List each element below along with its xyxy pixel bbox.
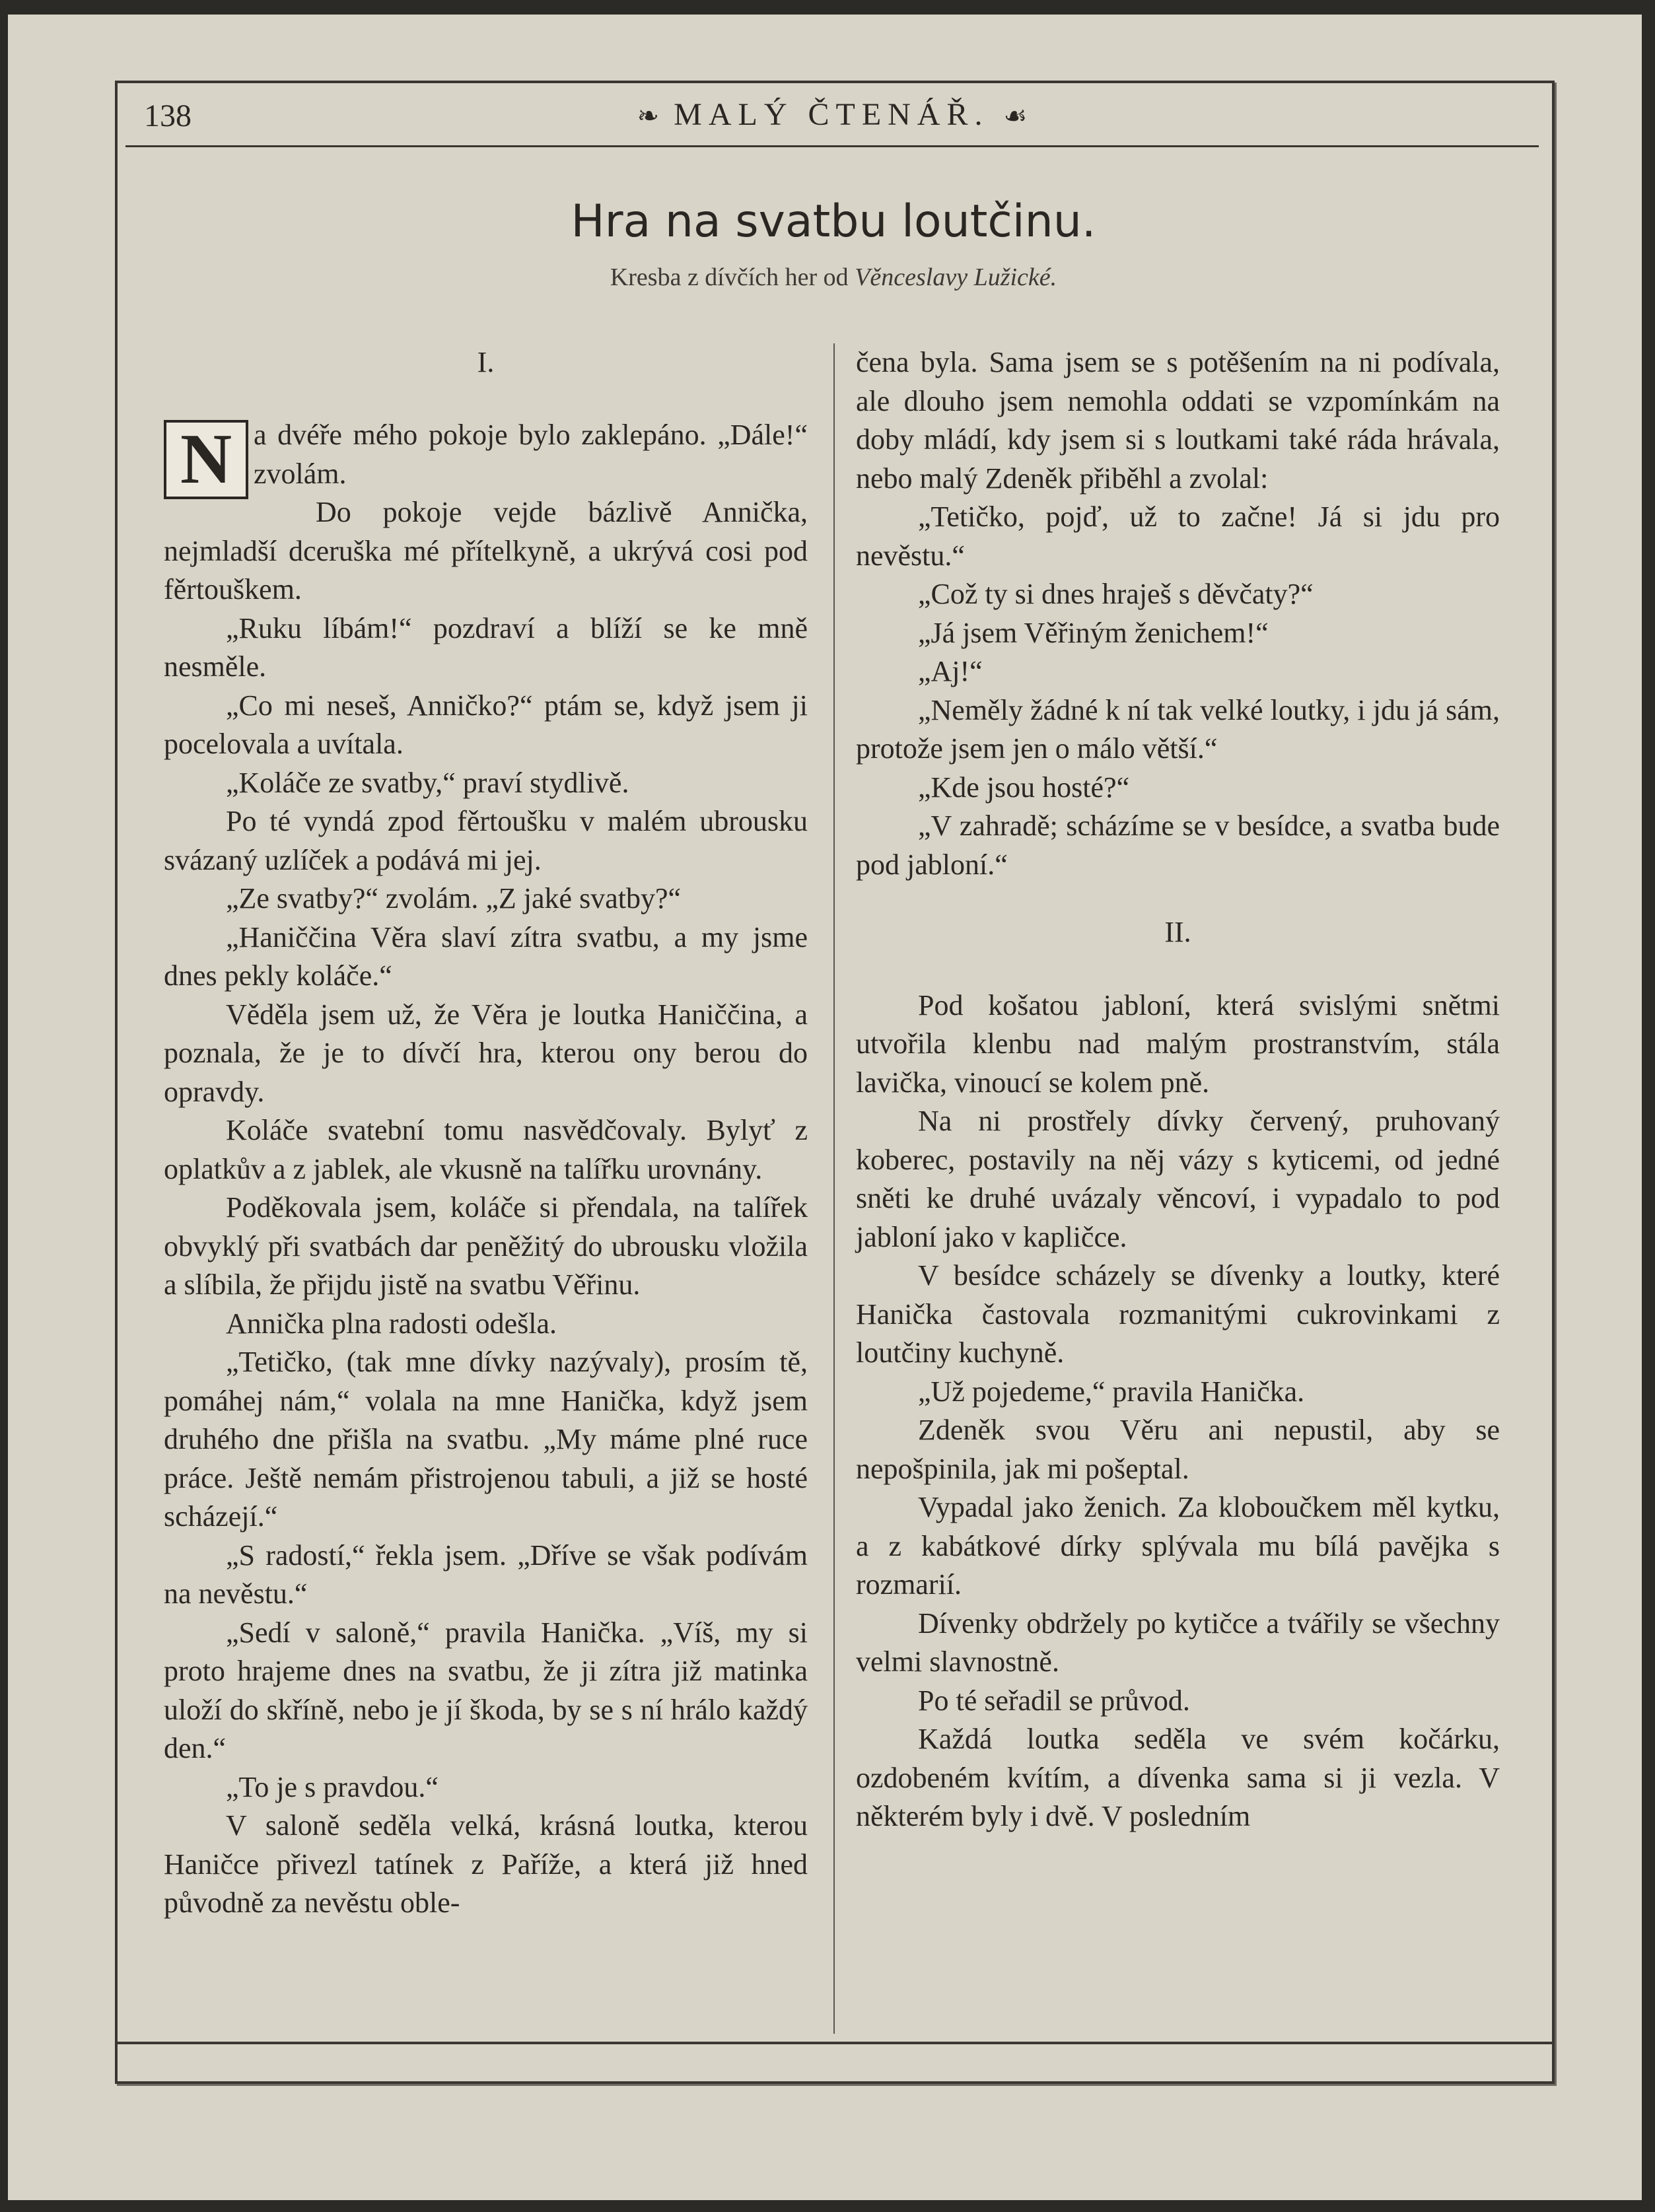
paragraph: „Což ty si dnes hraješ s děvčaty?“ [918, 578, 1314, 610]
paragraph: „Už pojedeme,“ pravila Hanička. [918, 1375, 1305, 1408]
lead-paragraph [164, 416, 808, 499]
paragraph: „Tetičko, (tak mne dívky nazývaly), prosím tě, pomáhej nám,“ volala na mne Hanička, když jsem druhého dne přišla na svatbu. „My máme plné ruce práce. Ještě nemám přistrojenou tabuli, a již se hosté scházejí.“ [164, 1346, 808, 1533]
paragraph: „Tetičko, pojď, už to začne! Já si jdu pro nevěstu.“ [856, 501, 1500, 572]
paragraph: V saloně seděla velká, krásná loutka, kterou Haničce přivezl tatínek z Paříže, a která již hned původně za nevěstu oble- [164, 1809, 808, 1919]
paragraph: Po té vyndá zpod fěrtoušku v malém ubrousku svázaný uzlíček a podává mi jej. [164, 805, 808, 876]
paragraph: „V zahradě; scházíme se v besídce, a svatba bude pod jabloní.“ [856, 810, 1500, 881]
paragraph: Dívenky obdržely po kytičce a tvářily se všechny velmi slavnostně. [856, 1607, 1500, 1678]
paragraph: „To je s pravdou.“ [226, 1770, 439, 1803]
section-number-2: II. [1164, 916, 1191, 948]
paragraph: „Kde jsou hosté?“ [918, 771, 1130, 804]
lead-text: a dvéře mého pokoje bylo zaklepáno. „Dále!“ zvolám. [254, 419, 808, 490]
paragraph: „Aj!“ [918, 655, 983, 687]
paragraph: Každá loutka seděla ve svém kočárku, ozdobeném kvítím, a dívenka sama si ji vezla. V některém byly i dvě. V posledním [856, 1723, 1500, 1832]
paragraph: Vypadal jako ženich. Za kloboučkem měl kytku, a z kabátkové dírky splývala mu bílá pavějka s rozmarií. [856, 1491, 1500, 1601]
paragraph: „Sedí v saloně,“ pravila Hanička. „Víš, my si proto hrajeme dnes na svatbu, že ji zítra již matinka uloží do skříně, nebo je jí škoda, by se s ní hrálo každý den.“ [164, 1616, 808, 1764]
subtitle-author: Věnceslavy Lužické. [855, 263, 1057, 291]
article-subtitle [115, 263, 1552, 292]
decorated-initial [164, 420, 248, 499]
ornament-left-icon: ❧ [637, 101, 660, 131]
paragraph: Zdeněk svou Věru ani nepustil, aby se nepošpinila, jak mi pošeptal. [856, 1414, 1500, 1485]
paragraph: Do pokoje vejde bázlivě Annička, nejmladší dceruška mé přítelkyně, a ukrývá cosi pod fěrtouškem. [164, 496, 808, 605]
paragraph: Poděkovala jsem, koláče si přendala, na talířek obvyklý při svatbách dar peněžitý do ubrousku vložila a slíbila, že přijdu jistě na svatbu Věřinu. [164, 1191, 808, 1301]
paragraph: V besídce scházely se dívenky a loutky, které Hanička častovala rozmanitými cukrovinkami z loutčiny kuchyně. [856, 1259, 1500, 1369]
paragraph: Koláče svatební tomu nasvědčovaly. Bylyť z oplatkův a z jablek, ale vkusně na talířku urovnány. [164, 1114, 808, 1185]
paragraph: „Neměly žádné k ní tak velké loutky, i jdu já sám, protože jsem jen o málo větší.“ [856, 693, 1500, 765]
paragraph: „S radostí,“ řekla jsem. „Dříve se však podívám na nevěstu.“ [164, 1538, 808, 1610]
paragraph: Pod košatou jabloní, která svislými snětmi utvořila klenbu nad malým prostranstvím, stála lavička, vinoucí se kolem pně. [856, 988, 1500, 1099]
section-number-1: I. [477, 346, 495, 378]
continued-paragraph: čena byla. Sama jsem se s potěšením na ni podívala, ale dlouho jsem nemohla oddati se vzpomínkám na doby mládí, kdy jsem si s loutkami také ráda hrávala, nebo malý Zdeněk přiběhl a zvolal: [856, 346, 1500, 495]
bottom-rule [115, 2042, 1552, 2044]
paragraph: Na ni prostřely dívky červený, pruhovaný koberec, postavily na něj vázy s kyticemi, od jedné sněti ke druhé uvázaly věncoví, i vypadalo to pod jabloní jako v kapličce. [856, 1105, 1500, 1253]
paragraph: Annička plna radosti odešla. [226, 1307, 557, 1340]
paragraph: „Ruku líbám!“ pozdraví a blíží se ke mně nesměle. [164, 611, 808, 683]
running-head [125, 92, 1539, 147]
paragraph: Věděla jsem už, že Věra je loutka Haniččina, a poznala, že je to dívčí hra, kterou ony berou do opravdy. [164, 998, 808, 1108]
paragraph: „Ze svatby?“ zvolám. „Z jaké svatby?“ [226, 882, 682, 915]
paragraph: „Já jsem Věřiným ženichem!“ [918, 616, 1269, 649]
initial-letter: N [180, 420, 232, 499]
article-title: Hra na svatbu loutčinu. [571, 195, 1096, 248]
paragraph: „Koláče ze svatby,“ praví stydlivě. [226, 766, 629, 799]
journal-name: MALÝ ČTENÁŘ. [674, 97, 989, 132]
column-divider [833, 343, 835, 2034]
paragraph: „Co mi neseš, Anničko?“ ptám se, když jsem ji pocelovala a uvítala. [164, 689, 808, 760]
ornament-right-icon: ☙ [1003, 101, 1028, 131]
subtitle-prefix: Kresba z dívčích her od [610, 263, 849, 291]
right-column [856, 343, 1500, 1836]
paragraph: „Haniččina Věra slaví zítra svatbu, a my jsme dnes pekly koláče.“ [164, 920, 808, 992]
paragraph: Po té seřadil se průvod. [918, 1684, 1190, 1717]
page-number: 138 [144, 98, 192, 133]
journal-title [125, 96, 1539, 133]
left-column [164, 343, 808, 1923]
